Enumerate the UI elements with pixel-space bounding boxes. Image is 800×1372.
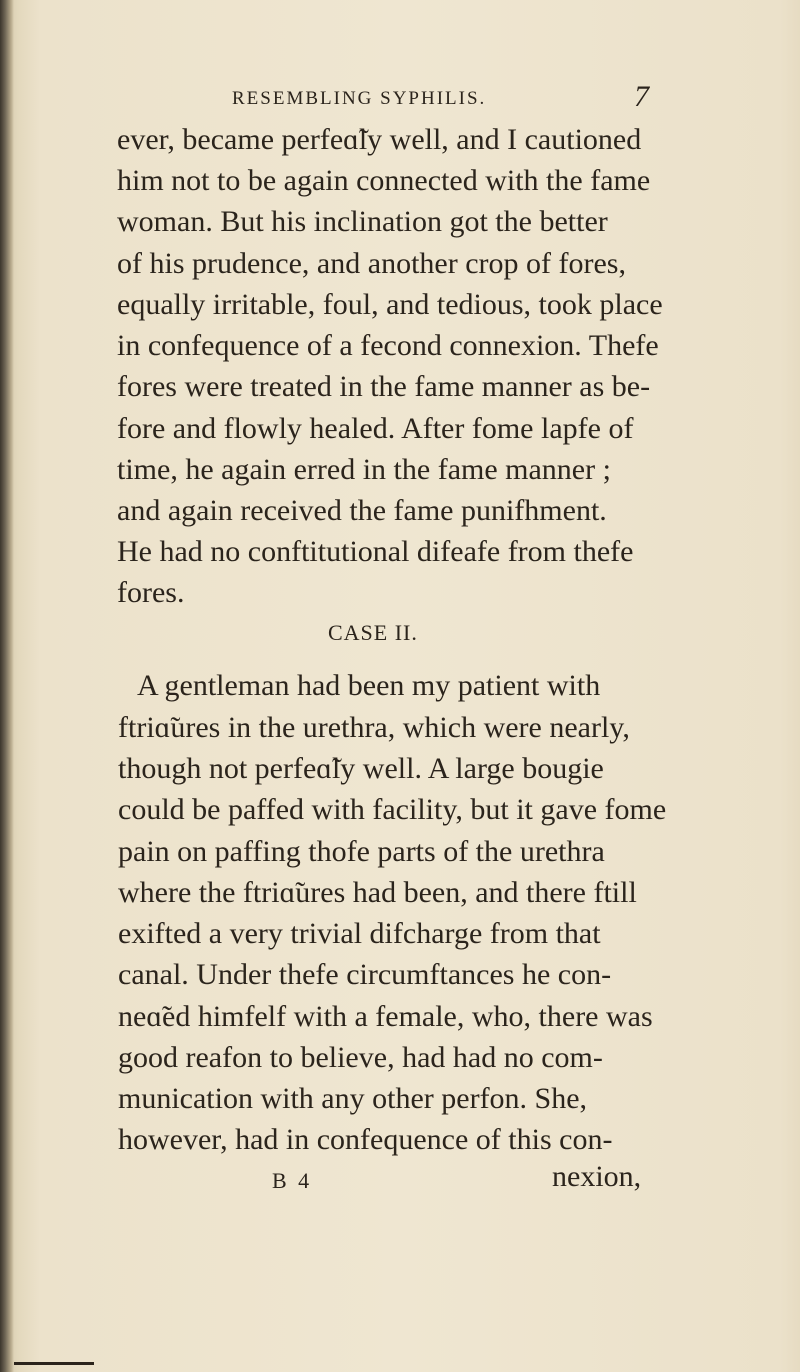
text-line: woman. But his inclination got the better [117, 205, 608, 238]
page-header [0, 80, 800, 116]
text-line: ftriɑ̃ures in the urethra, which were nearly, [118, 711, 630, 744]
text-line: ever, became perfeɑ̃ly well, and I cautioned [117, 123, 642, 156]
text-line: however, had in confequence of this con- [118, 1123, 613, 1156]
page-number: 7 [634, 80, 649, 113]
text-line: canal. Under thefe circumftances he con- [118, 958, 612, 991]
edge-mark [14, 1362, 94, 1365]
text-line: neɑ̃ed himfelf with a female, who, there was [118, 1000, 653, 1033]
text-line: and again received the fame punifhment. [117, 494, 607, 527]
text-line: fores. [117, 576, 185, 609]
page-footer [0, 1160, 800, 1200]
text-line: though not perfeɑ̃ly well. A large bougie [118, 752, 604, 785]
text-line: pain on paffing thofe parts of the urethra [118, 835, 605, 868]
text-line: could be paffed with facility, but it gave fome [118, 793, 667, 826]
text-line: good reafon to believe, had had no com- [118, 1041, 603, 1074]
text-line: where the ftriɑ̃ures had been, and there ftill [118, 876, 637, 909]
text-line: in confequence of a fecond connexion. Thefe [117, 329, 659, 362]
catchword: nexion, [552, 1160, 642, 1193]
text-line: time, he again erred in the fame manner ; [117, 453, 611, 486]
text-line: equally irritable, foul, and tedious, took place [117, 288, 663, 321]
case-heading: CASE II. [328, 620, 418, 645]
text-line: exifted a very trivial difcharge from that [118, 917, 601, 950]
signature-mark: B 4 [272, 1168, 313, 1193]
text-line: fores were treated in the fame manner as be- [117, 370, 651, 403]
text-line: fore and flowly healed. After fome lapfe of [117, 412, 634, 445]
text-line: of his prudence, and another crop of fores, [117, 247, 626, 280]
text-line: He had no conftitutional difeafe from thefe [117, 535, 634, 568]
running-head: RESEMBLING SYPHILIS. [232, 88, 487, 109]
text-line: him not to be again connected with the fame [117, 164, 651, 197]
text-line: A gentleman had been my patient with [137, 669, 601, 702]
text-line: munication with any other perfon. She, [118, 1082, 588, 1115]
